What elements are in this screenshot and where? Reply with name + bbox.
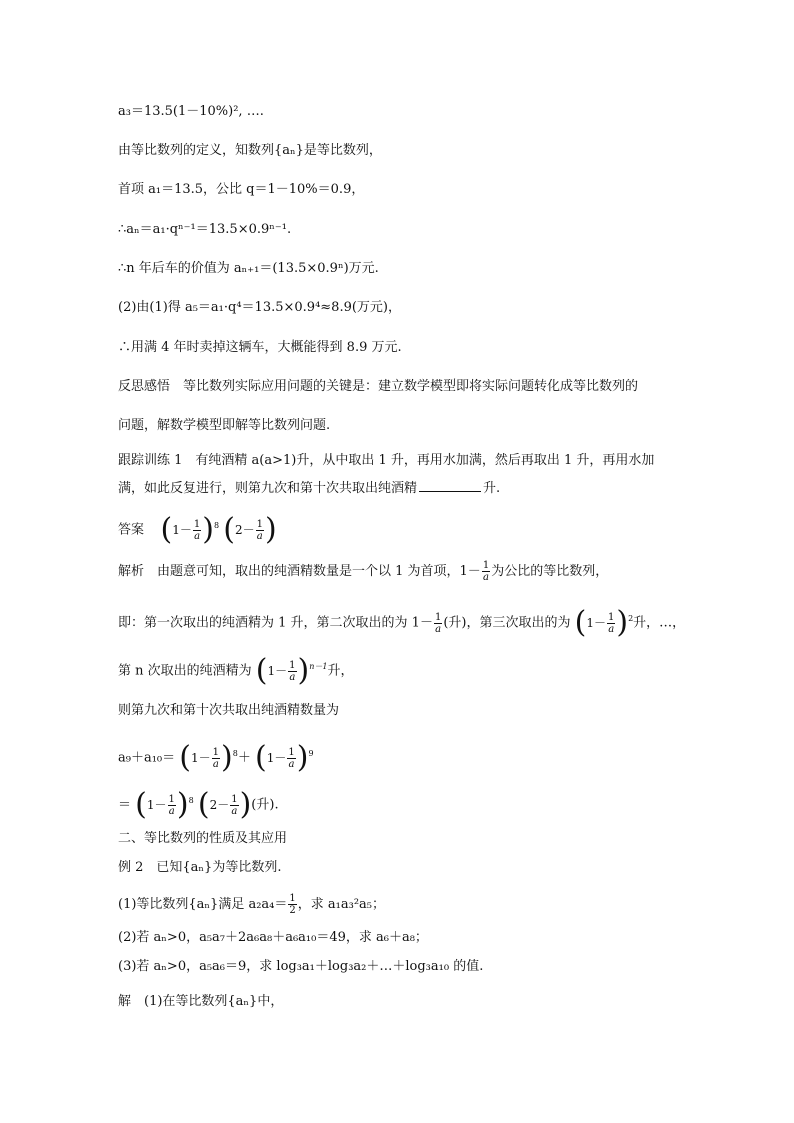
fraction: $\frac{1}{a}$ xyxy=(231,793,238,817)
exercise-unit: 升. xyxy=(483,481,501,496)
line-answer: 答案 (1－ $\frac{1}{a}$ )$^8$ (2－ $\frac{1}{a}$ ) xyxy=(118,512,277,547)
line-first-term: 首项 a₁＝13.5，公比 q＝1－10%＝0.9， xyxy=(118,182,365,197)
paren-group: (1－ $\frac{1}{a}$ ) xyxy=(574,605,629,640)
line-exercise-cont xyxy=(118,479,500,498)
line-sum: a₉＋a₁₀＝ (1－ $\frac{1}{a}$ )$^8$＋ (1－ $\frac{1}{a}$ )$^9$ xyxy=(118,740,314,775)
line-q1: (1)等比数列{aₙ}满足 a₂a₄＝ $\frac{1}{2}$ ，求 a₁a₃²a₅； xyxy=(118,893,385,916)
line-example2: 例 2 已知{aₙ}为等比数列. xyxy=(118,860,282,875)
fraction: $\frac{1}{a}$ xyxy=(256,518,263,542)
line-conclusion: ∴用满 4 年时卖掉这辆车，大概能得到 8.9 万元. xyxy=(118,340,402,355)
line-exercise: 跟踪训练 1 有纯酒精 a(a>1)升，从中取出 1 升，再用水加满，然后再取出 1 升，再用水加 xyxy=(118,453,655,468)
line-definition: 由等比数列的定义，知数列{aₙ}是等比数列， xyxy=(118,143,382,158)
paren-group: (2－ $\frac{1}{a}$ ) xyxy=(223,512,277,547)
fraction: $\frac{1}{a}$ xyxy=(607,611,615,635)
fraction: $\frac{1}{a}$ xyxy=(434,611,442,635)
fraction: $\frac{1}{a}$ xyxy=(168,793,175,817)
line-reflection-cont: 问题，解数学模型即解等比数列问题. xyxy=(118,418,331,433)
paren-group: (1－ $\frac{1}{a}$ ) xyxy=(255,653,310,688)
line-sum-result: ＝ (1－ $\frac{1}{a}$ )$^8$ (2－ $\frac{1}{a}$ )(升). xyxy=(118,787,279,822)
line-a3: a₃＝13.5(1－10%)², …. xyxy=(118,104,264,119)
fraction: $\frac{1}{a}$ xyxy=(288,746,295,770)
paren-group: (1－ $\frac{1}{a}$ ) xyxy=(179,740,233,775)
line-solution: 解 (1)在等比数列{aₙ}中， xyxy=(118,994,284,1009)
fraction: $\frac{1}{a}$ xyxy=(193,518,201,542)
fraction: $\frac{1}{a}$ xyxy=(289,659,296,683)
line-analysis: 解析 由题意可知，取出的纯酒精数量是一个以 1 为首项，1－ $\frac{1}{a}$ 为公比的等比数列， xyxy=(118,560,609,583)
line-q2: (2)若 aₙ>0，a₅a₇＋2a₆a₈＋a₆a₁₀＝49，求 a₆＋a₈； xyxy=(118,930,428,945)
answer-blank xyxy=(419,479,481,492)
line-total: 则第九次和第十次共取出纯酒精数量为 xyxy=(118,703,340,718)
fraction: $\frac{1}{a}$ xyxy=(482,560,490,583)
line-first-extract: 即：第一次取出的纯酒精为 1 升，第二次取出的为 1－ $\frac{1}{a}$ (升)，第三次取出的为 (1－ $\frac{1}{a}$ )$^2$升，…， xyxy=(118,605,686,640)
line-part2: (2)由(1)得 a₅＝a₁·q⁴＝13.5×0.9⁴≈8.9(万元)， xyxy=(118,300,401,315)
paren-group: (1－ $\frac{1}{a}$ ) xyxy=(254,740,309,775)
line-nth-extract: 第 n 次取出的纯酒精为 (1－ $\frac{1}{a}$ )$^{n-1}$升， xyxy=(118,653,354,688)
section-heading: 二、等比数列的性质及其应用 xyxy=(118,831,288,846)
paren-group: (2－ $\frac{1}{a}$ ) xyxy=(197,787,252,822)
answer-label: 答案 xyxy=(118,522,145,538)
paren-group: (1－ $\frac{1}{a}$ ) xyxy=(160,512,214,547)
line-q3: (3)若 aₙ>0，a₅a₆＝9，求 log₃a₁＋log₃a₂＋…＋log₃a₁₀ 的值. xyxy=(118,959,484,974)
fraction: $\frac{1}{a}$ xyxy=(212,746,220,770)
paren-group: (1－ $\frac{1}{a}$ ) xyxy=(135,787,189,822)
line-reflection: 反思感悟 等比数列实际应用问题的关键是：建立数学模型即将实际问题转化成等比数列的 xyxy=(118,379,639,394)
line-general-term: ∴aₙ＝a₁·qⁿ⁻¹＝13.5×0.9ⁿ⁻¹. xyxy=(118,222,292,237)
line-car-value: ∴n 年后车的价值为 aₙ₊₁＝(13.5×0.9ⁿ)万元. xyxy=(118,261,379,276)
exercise-text: 满，如此反复进行，则第九次和第十次共取出纯酒精 xyxy=(118,481,418,496)
fraction: $\frac{1}{2}$ xyxy=(289,893,296,916)
